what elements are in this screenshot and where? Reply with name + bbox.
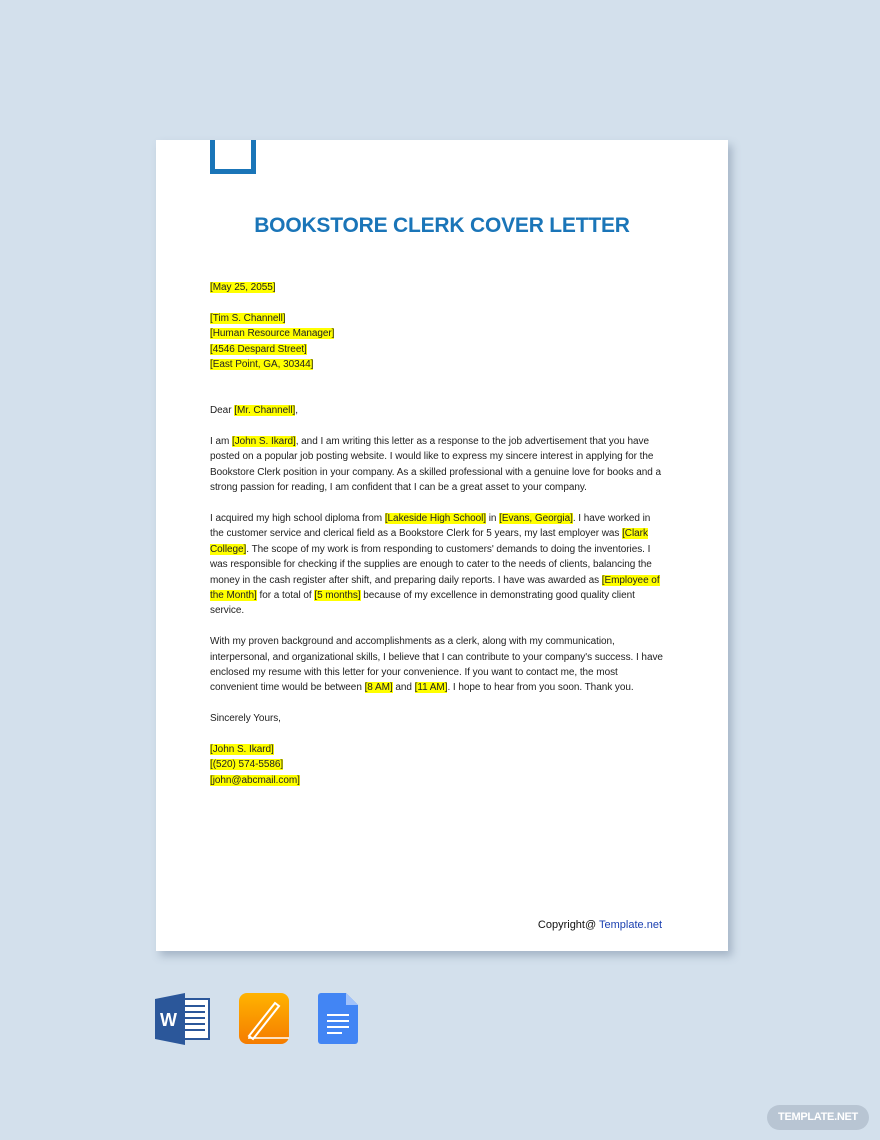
placeholder-highlight: [8 AM]	[364, 682, 393, 694]
pages-icon[interactable]	[239, 993, 289, 1044]
signature-phone: [(520) 574-5586]	[210, 759, 284, 771]
text-segment: in	[486, 513, 500, 525]
recipient-title: [Human Resource Manager]	[210, 328, 335, 340]
body-paragraph	[210, 434, 664, 496]
svg-text:W: W	[160, 1010, 177, 1030]
document-title: BOOKSTORE CLERK COVER LETTER	[254, 214, 630, 237]
text-segment: With my proven background and accomplishments as a clerk, along with my communication, interpersonal, and organizational skills, I believe that I can contribute to your company's success. I have enclosed my resume with this letter for your convenience. If you want to contact me, the most convenient time would be between	[210, 636, 663, 694]
closing: Sincerely Yours,	[210, 713, 281, 725]
word-icon[interactable]	[155, 993, 211, 1045]
recipient-street: [4546 Despard Street]	[210, 343, 307, 355]
recipient-block	[210, 311, 664, 373]
text-segment: I am	[210, 436, 232, 448]
text-segment: and	[392, 682, 415, 694]
copyright	[538, 919, 662, 931]
placeholder-highlight: [Lakeside High School]	[384, 513, 486, 525]
copyright-link[interactable]: Template.net	[599, 919, 662, 931]
document-page	[156, 140, 728, 951]
body-paragraph	[210, 511, 664, 619]
logo-bracket-icon	[210, 140, 256, 174]
signature-email: [john@abcmail.com]	[210, 774, 300, 786]
copyright-prefix: Copyright@	[537, 919, 600, 931]
recipient-name: [Tim S. Channell]	[210, 312, 286, 324]
placeholder-highlight: [Evans, Georgia]	[499, 513, 573, 525]
placeholder-highlight: [Mr. Channell]	[234, 405, 296, 417]
text-segment: . The scope of my work is from responding to customers' demands to doing the inventories. I was responsible for checking if the supplies are enough to cater to the needs of clients, balancing the money in the cash register after shift, and preparing daily reports. I have was awarded as	[210, 543, 652, 586]
recipient-city: [East Point, GA, 30344]	[210, 359, 314, 371]
letter-body	[210, 280, 664, 788]
text-segment: . I have worked in the customer service and clerical field as a Bookstore Clerk for 5 years, my last employer was	[210, 513, 651, 540]
text-segment: . I hope to hear from you soon. Thank you.	[447, 682, 634, 694]
date: [May 25, 2055]	[210, 282, 276, 293]
paragraphs	[210, 434, 664, 696]
placeholder-highlight: [John S. Ikard]	[231, 436, 296, 448]
salutation	[210, 403, 664, 418]
signature-block	[210, 742, 664, 788]
text-segment: for a total of	[256, 590, 315, 602]
template-net-watermark: TEMPLATE.NET	[767, 1105, 869, 1130]
body-paragraph	[210, 634, 664, 696]
text-segment: I acquired my high school diploma from	[210, 513, 385, 525]
text-segment: , and I am writing this letter as a response to the job advertisement that you have posted on a popular job posting website. I would like to express my sincere interest in applying for the Bookstore Clerk position in your company. As a skilled professional with a genuine love for books and a strong passion for reading, I am confident that I can be a great asset to your company.	[210, 436, 662, 494]
placeholder-highlight: [11 AM]	[414, 682, 448, 694]
text-segment: because of my excellence in demonstrating good quality client service.	[210, 590, 635, 617]
signature-name: [John S. Ikard]	[210, 744, 274, 756]
text-segment: ,	[295, 405, 298, 417]
text-segment: Dear	[210, 405, 235, 417]
google-docs-icon[interactable]	[318, 993, 358, 1044]
placeholder-highlight: [Clark College]	[210, 528, 648, 555]
placeholder-highlight: [Employee of the Month]	[210, 574, 660, 602]
placeholder-highlight: [5 months]	[314, 590, 361, 602]
